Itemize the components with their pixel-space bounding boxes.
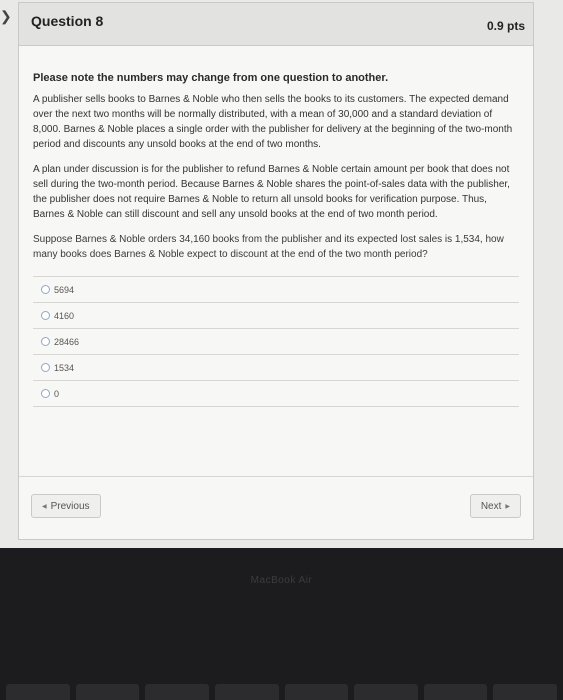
keyboard-key — [285, 684, 349, 700]
question-body — [19, 46, 533, 407]
answer-label: 0 — [54, 388, 60, 399]
chevron-left-icon[interactable]: ❯ — [0, 8, 12, 24]
answer-label: 1534 — [54, 362, 75, 373]
keyboard-key — [6, 684, 70, 700]
answer-option-4[interactable] — [33, 355, 519, 381]
answer-list — [33, 276, 519, 407]
question-prompt: Suppose Barnes & Noble orders 34,160 books from the publisher and its expected lost sales is 1,534, how many books does Barnes & Noble expect to discount at the end of the two month period? — [33, 234, 504, 260]
question-paragraph-2: A plan under discussion is for the publisher to refund Barnes & Noble certain amount per book that does not sell during the two-month period. Because Barnes & Noble shares the point-of-sales data with the publisher, the publisher does not require Barnes & Noble to return all unsold books for verification purpose. Thus, Barnes & Noble can still discount and sell any unsold books at the end of two month period. — [33, 164, 510, 220]
radio-icon[interactable] — [41, 363, 50, 372]
question-points: 0.9 pts — [486, 19, 525, 33]
triangle-right-icon: ▶ — [505, 503, 510, 510]
question-header — [19, 3, 533, 46]
question-paragraph-1: A publisher sells books to Barnes & Noble who then sells the books to its customers. The expected demand over the next two months will be normally distributed, with a mean of 30,000 and a standard deviation of 8,000. Barnes & Noble places a single order with the publisher for delivery at the beginning of the two-month period and discounts any unsold books at the end of two months. — [33, 94, 513, 150]
previous-label: Previous — [50, 500, 90, 512]
next-label: Next — [480, 500, 502, 512]
notice-text: Please note the numbers may change from one question to another. — [33, 72, 389, 84]
keyboard-key — [215, 684, 279, 700]
question-card — [18, 2, 534, 540]
radio-icon[interactable] — [41, 311, 50, 320]
triangle-left-icon: ◀ — [42, 503, 47, 510]
question-footer — [19, 476, 533, 539]
answer-option-3[interactable] — [33, 329, 519, 355]
question-title: Question 8 — [31, 13, 104, 29]
keyboard-edge — [0, 684, 563, 700]
laptop-bezel-label: MacBook Air — [250, 575, 313, 586]
keyboard-key — [493, 684, 557, 700]
keyboard-key — [424, 684, 488, 700]
radio-icon[interactable] — [41, 337, 50, 346]
answer-option-5[interactable] — [33, 381, 519, 407]
keyboard-key — [354, 684, 418, 700]
answer-label: 5694 — [54, 284, 75, 295]
answer-label: 4160 — [54, 310, 75, 321]
radio-icon[interactable] — [41, 285, 50, 294]
keyboard-key — [145, 684, 209, 700]
answer-label: 28466 — [54, 336, 80, 347]
radio-icon[interactable] — [41, 389, 50, 398]
keyboard-key — [76, 684, 140, 700]
answer-option-1[interactable] — [33, 277, 519, 303]
answer-option-2[interactable] — [33, 303, 519, 329]
next-button[interactable] — [470, 494, 521, 518]
previous-button[interactable] — [31, 494, 101, 518]
